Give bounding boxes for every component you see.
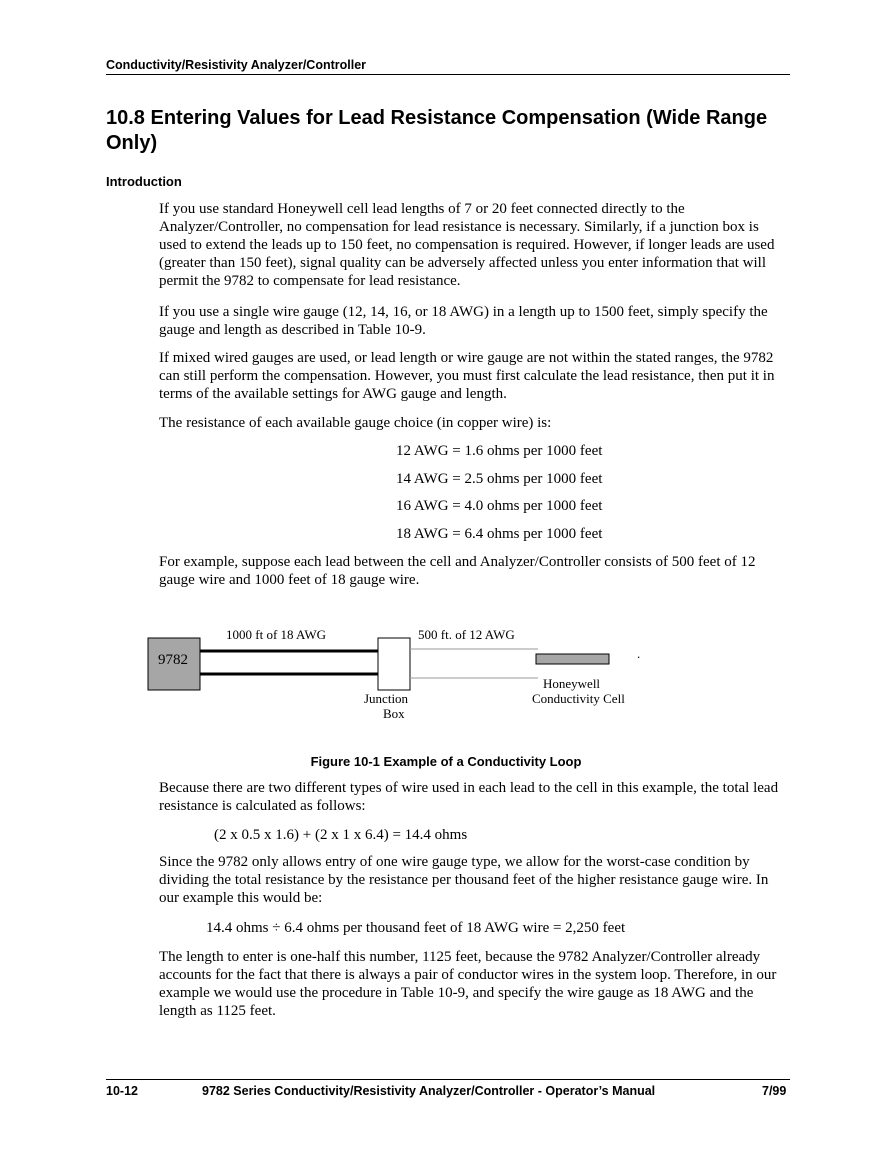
stray-mark: . xyxy=(637,646,641,661)
paragraph-single-gauge xyxy=(159,303,789,339)
paragraph-text: The length to enter is one-half this number, 1125 feet, because the 9782 Analyzer/Controller already accounts for the fact that there is always a pair of conductor wires in the system loop. Therefore, in our example we would use the procedure in Table 10-9, and specify the wire gauge as 18 AWG and the length as 1125 feet. xyxy=(159,949,777,1019)
gauge-row-12awg: 12 AWG = 1.6 ohms per 1000 feet xyxy=(396,443,603,459)
gauge-row-18awg: 18 AWG = 6.4 ohms per 1000 feet xyxy=(396,526,603,542)
paragraph-gauge-intro xyxy=(159,414,789,432)
paragraph-standard-leads xyxy=(159,200,789,290)
paragraph-worst-case xyxy=(159,853,789,907)
section-title: 10.8 Entering Values for Lead Resistance Compensation (Wide Range Only) xyxy=(106,107,768,154)
footer-page-number: 10-12 xyxy=(106,1084,138,1098)
paragraph-text: If you use standard Honeywell cell lead lengths of 7 or 20 feet connected directly to the Analyzer/Controller, no compensation for lead resistance is necessary. Similarly, if a junction box is used to extend the leads up to 150 feet, no compensation is required. However, if longer leads are used (greater than 150 feet), signal quality can be adversely affected unless you enter information that will permit the 9782 to compensate for lead resistance. xyxy=(159,201,775,289)
running-header: Conductivity/Resistivity Analyzer/Controller xyxy=(106,58,367,72)
lead-18awg-label: 1000 ft of 18 AWG xyxy=(226,627,327,642)
footer-date: 7/99 xyxy=(762,1084,787,1098)
paragraph-mixed-gauges xyxy=(159,349,789,403)
footer-rule xyxy=(106,1079,790,1080)
analyzer-label: 9782 xyxy=(158,652,188,668)
conductivity-cell xyxy=(536,654,609,664)
gauge-row-16awg: 16 AWG = 4.0 ohms per 1000 feet xyxy=(396,498,603,514)
conductivity-loop-figure xyxy=(140,620,650,730)
paragraph-example xyxy=(159,553,789,589)
footer-manual-title: 9782 Series Conductivity/Resistivity Analyzer/Controller - Operator’s Manual xyxy=(202,1084,656,1098)
cell-label-line1: Honeywell xyxy=(543,676,601,691)
gauge-row-14awg: 14 AWG = 2.5 ohms per 1000 feet xyxy=(396,471,603,487)
lead-12awg-label: 500 ft. of 12 AWG xyxy=(418,627,515,642)
paragraph-text: If you use a single wire gauge (12, 14, 16, or 18 AWG) in a length up to 1500 feet, simply specify the gauge and length as described in Table 10-9. xyxy=(159,304,768,338)
subheading-introduction: Introduction xyxy=(106,174,182,189)
paragraph-text: The resistance of each available gauge choice (in copper wire) is: xyxy=(159,415,552,431)
formula-equivalent-length: 14.4 ohms ÷ 6.4 ohms per thousand feet of 18 AWG wire = 2,250 feet xyxy=(206,920,626,936)
paragraph-text: Because there are two different types of wire used in each lead to the cell in this example, the total lead resistance is calculated as follows: xyxy=(159,780,779,814)
header-rule xyxy=(106,74,790,75)
junction-label-line1: Junction xyxy=(364,691,409,706)
paragraph-length-to-enter xyxy=(159,948,789,1020)
figure-caption: Figure 10-1 Example of a Conductivity Loop xyxy=(310,754,582,769)
paragraph-text: If mixed wired gauges are used, or lead length or wire gauge are not within the stated ranges, the 9782 can still perform the compensation. However, you must first calculate the lead resistance, then put it in terms of the available settings for AWG gauge and length. xyxy=(159,350,775,402)
paragraph-text: For example, suppose each lead between the cell and Analyzer/Controller consists of 500 feet of 12 gauge wire and 1000 feet of 18 gauge wire. xyxy=(159,554,756,588)
cell-label-line2: Conductivity Cell xyxy=(532,691,625,706)
paragraph-two-wire-types xyxy=(159,779,789,815)
formula-total-resistance: (2 x 0.5 x 1.6) + (2 x 1 x 6.4) = 14.4 ohms xyxy=(214,827,468,843)
paragraph-text: Since the 9782 only allows entry of one wire gauge type, we allow for the worst-case condition by dividing the total resistance by the resistance per thousand feet of the higher resistance gauge wire. In our example this would be: xyxy=(159,854,769,906)
junction-label-line2: Box xyxy=(383,706,405,721)
junction-box xyxy=(378,638,410,690)
